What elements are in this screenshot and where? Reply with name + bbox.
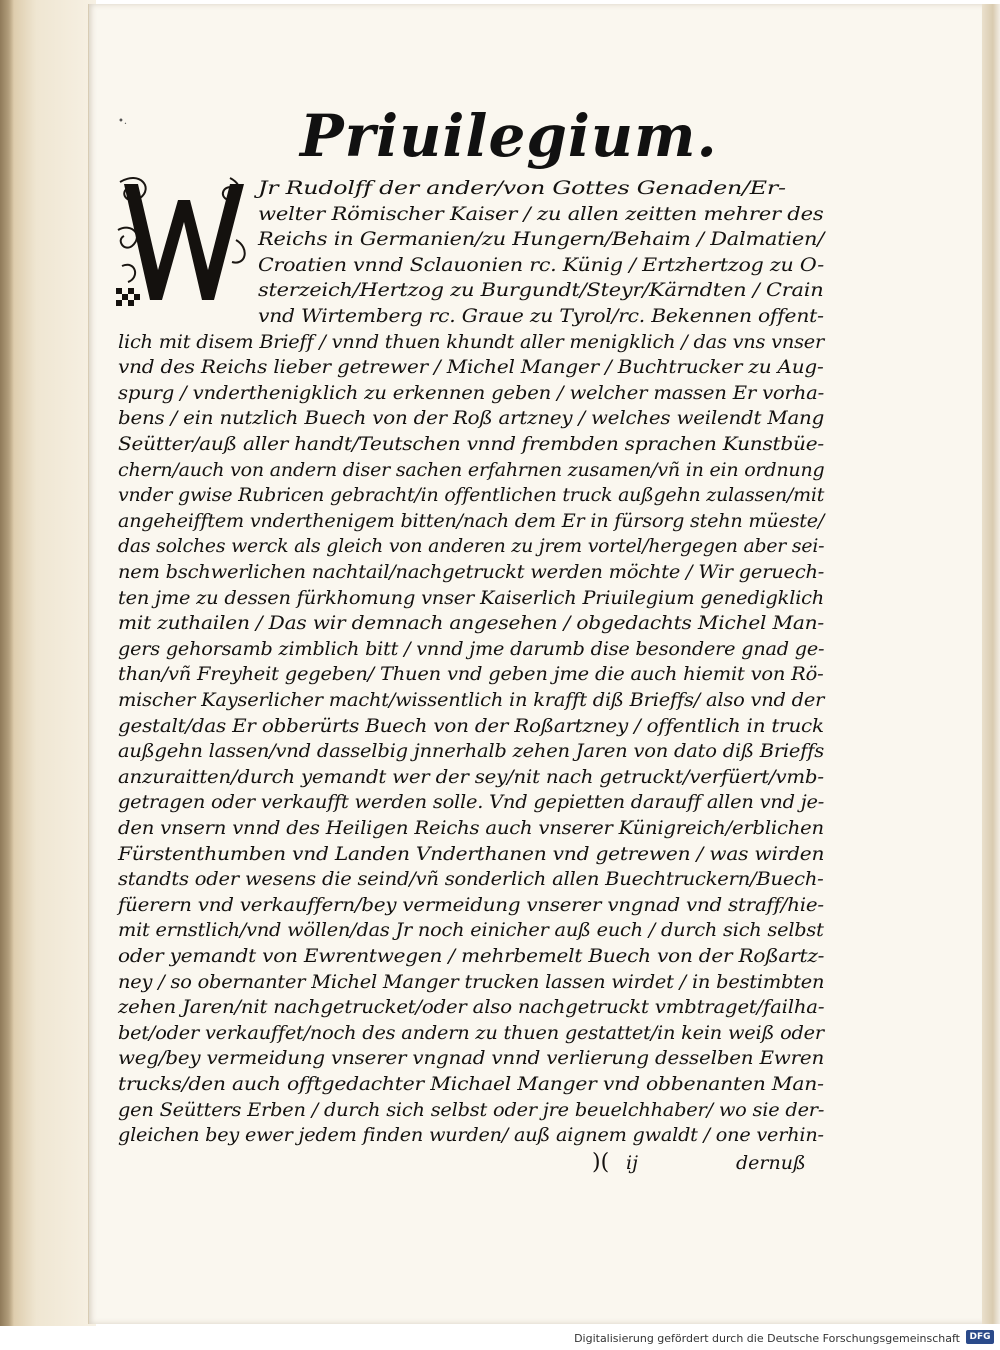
text-line: sterzeich/Hertzog zu Burgundt/Steyr/Kärndten / Crain (258, 279, 824, 302)
text-line: ney / so obernanter Michel Manger trucken lassen wirdet / in bestimbten (118, 970, 825, 993)
text-line: weg/bey vermeidung vnserer vngnad vnnd verlierung desselben Ewren (118, 1047, 825, 1070)
footer-credit: Digitalisierung gefördert durch die Deutsche Forschungsgemeinschaft (574, 1332, 960, 1345)
text-line: Reichs in Germanien/zu Hungern/Behaim / Dalmatien/ (258, 228, 825, 251)
signature-number: ij (626, 1152, 638, 1174)
text-line: gen Seütters Erben / durch sich selbst oder jre beuelchhaber/ wo sie der- (118, 1098, 825, 1121)
text-line: spurg / vnderthenigklich zu erkennen geben / welcher massen Er vorha- (118, 381, 825, 404)
text-line: oder yemandt von Ewrentwegen / mehrbemelt Buech von der Roßartz- (118, 945, 825, 967)
text-line: ten jme zu dessen fürkhomung vnser Kaiserlich Priuilegium genedigklich (118, 586, 825, 609)
decorated-initial (110, 170, 256, 310)
text-line: füerern vnd verkauffern/bey vermeidung vnserer vngnad vnd straff/hie- (118, 893, 824, 916)
text-line: den vnsern vnnd des Heiligen Reichs auch vnserer Künigreich/erblichen (118, 817, 824, 839)
text-line: vnd Wirtemberg rc. Graue zu Tyrol/rc. Bekennen offent- (258, 305, 824, 327)
text-line: gers gehorsamb zimblich bitt / vnnd jme darumb dise besondere gnad ge- (118, 637, 825, 660)
binding-edge (0, 0, 14, 1350)
text-line: bet/oder verkauffet/noch des andern zu thuen gestattet/in kein weiß oder (118, 1021, 824, 1044)
text-line: mit ernstlich/vnd wöllen/das Jr noch einicher auß euch / durch sich selbst (118, 919, 824, 942)
text-line: chern/auch von andern diser sachen erfahrnen zusamen/vñ in ein ordnung (118, 458, 825, 481)
text-line: than/vñ Freyheit gegeben/ Thuen vnd geben jme die auch hiemit von Rö- (118, 663, 824, 686)
ink-speck: •. (118, 116, 128, 127)
catchword: dernuß (736, 1152, 806, 1174)
text-line: Seütter/auß aller handt/Teutschen vnnd frembden sprachen Kunstbüe- (118, 433, 824, 455)
text-line: zehen Jaren/nit nachgetrucket/oder also nachgetruckt vmbtraget/failha- (118, 996, 825, 1019)
text-line: nem bschwerlichen nachtail/nachgetruckt werden möchte / Wir geruech- (118, 561, 825, 583)
text-line: gestalt/das Er obberürts Buech von der Roßartzney / offentlich in truck (118, 714, 824, 737)
text-line: mischer Kayserlicher macht/wissentlich in krafft diß Brieffs/ also vnd der (118, 689, 825, 711)
text-line: Fürstenthumben vnd Landen Vnderthanen vnd getrewen / was wirden (118, 842, 825, 865)
page-title: Priuilegium. (300, 102, 718, 170)
text-line: bens / ein nutzlich Buech von der Roß artzney / welches weilendt Mang (118, 407, 825, 430)
decorated-initial-w-icon (110, 170, 256, 310)
text-line: vnder gwise Rubricen gebracht/in offentlichen truck außgehn zulassen/mit (118, 484, 825, 507)
text-line: Croatien vnnd Sclauonien rc. Künig / Ertzhertzog zu O- (258, 253, 824, 276)
text-line: vnd des Reichs lieber getrewer / Michel Manger / Buchtrucker zu Aug- (118, 356, 824, 379)
text-line: standts oder wesens die seind/vñ sonderlich allen Buechtruckern/Buech- (118, 868, 824, 891)
text-line: gleichen bey ewer jedem finden wurden/ auß aignem gwaldt / one verhin- (118, 1124, 824, 1147)
text-line: mit zuthailen / Das wir demnach angesehen / obgedachts Michel Man- (118, 612, 825, 635)
dfg-logo: DFG (966, 1330, 994, 1344)
text-line: welter Römischer Kaiser / zu allen zeitten mehrer des (258, 202, 824, 225)
text-line: lich mit disem Brieff / vnnd thuen khundt aller menigklich / das vns vnser (118, 330, 825, 353)
text-line: getragen oder verkaufft werden solle. Vnd gepietten darauff allen vnd je- (118, 791, 825, 814)
text-line: trucks/den auch offtgedachter Michael Manger vnd obbenanten Man- (118, 1073, 824, 1095)
text-line: das solches werck als gleich von anderen zu jrem vortel/hergegen aber sei- (118, 535, 825, 558)
book-gutter (0, 0, 96, 1350)
text-line: angeheifftem vnderthenigem bitten/nach dem Er in fürsorg stehn müeste/ (118, 509, 825, 532)
text-line: Jr Rudolff der ander/von Gottes Genaden/Er- (258, 177, 786, 199)
signature-mark: )( (592, 1150, 610, 1175)
text-line: außgehn lassen/vnd dasselbig jnnerhalb zehen Jaren von dato diß Brieffs (118, 740, 824, 763)
text-line: anzuraitten/durch yemandt wer der sey/nit nach getruckt/verfüert/vmb- (118, 765, 824, 788)
page-fore-edge (982, 4, 1000, 1324)
